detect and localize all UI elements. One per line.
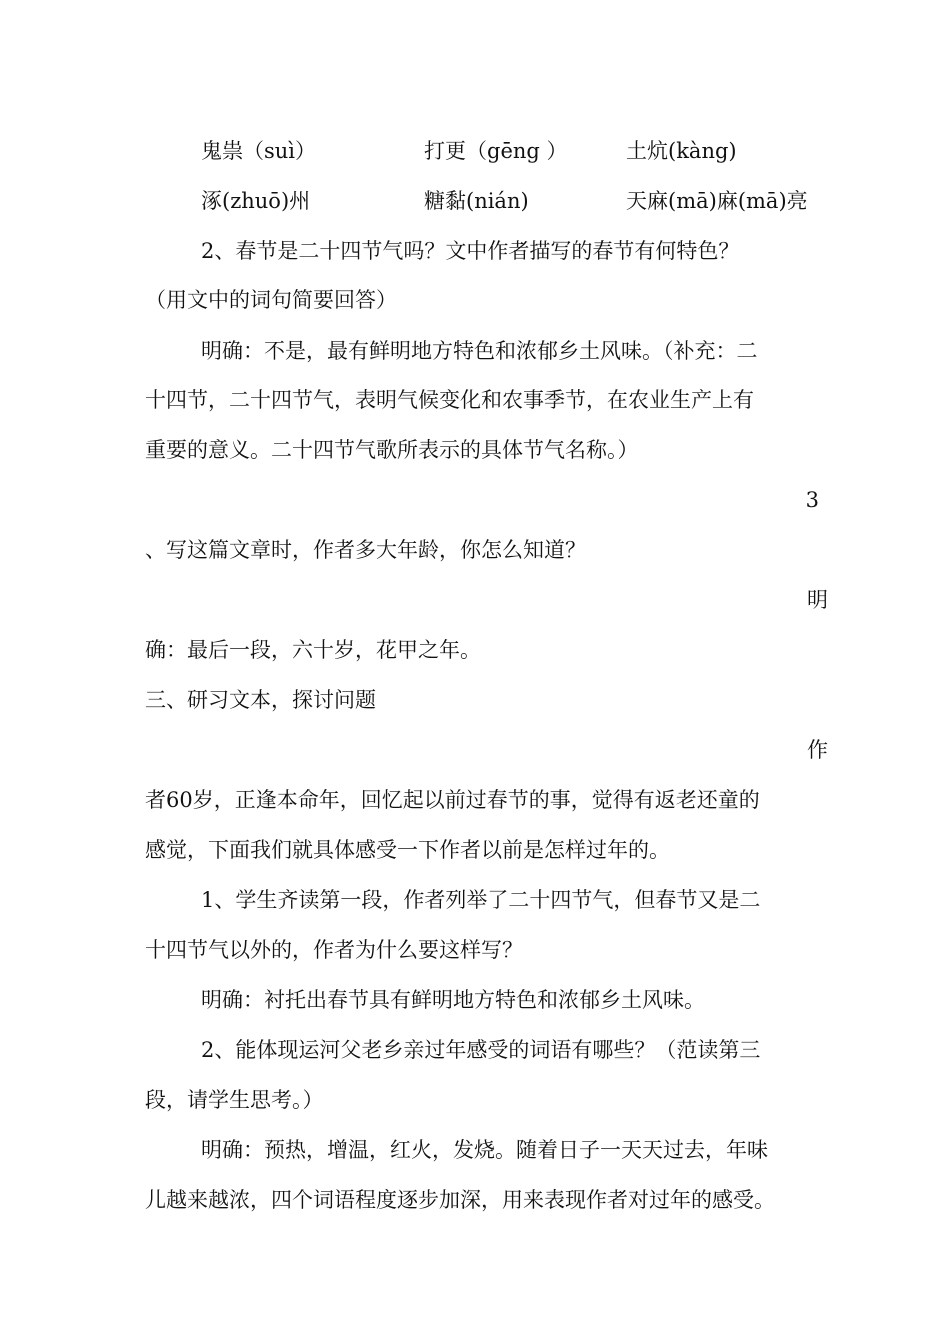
pron-item: 涿(zhuō)州 xyxy=(201,189,311,213)
question-2-cont: （用文中的词句简要回答） xyxy=(145,288,397,312)
section-heading: 三、研习文本，探讨问题 xyxy=(145,688,376,712)
item-1: 1、学生齐读第一段，作者列举了二十四节气，但春节又是二 xyxy=(201,888,761,912)
intro-paragraph: 者60岁，正逢本命年，回忆起以前过春节的事，觉得有返老还童的 xyxy=(145,788,760,812)
answer-fragment: 明 xyxy=(807,588,828,612)
item-1-answer: 明确：衬托出春节具有鲜明地方特色和浓郁乡土风味。 xyxy=(201,988,705,1012)
answer-paragraph: 明确：不是，最有鲜明地方特色和浓郁乡土风味。（补充：二 xyxy=(201,339,758,363)
question-2: 2、春节是二十四节气吗？文中作者描写的春节有何特色？ xyxy=(201,239,740,263)
item-1-cont: 十四节气以外的，作者为什么要这样写？ xyxy=(145,938,523,962)
pron-item: 打更（gēng ） xyxy=(424,139,568,163)
intro-paragraph-cont: 感觉，下面我们就具体感受一下作者以前是怎样过年的。 xyxy=(145,838,670,862)
pron-item: 天麻(mā)麻(mā)亮 xyxy=(626,189,808,213)
item-2-answer-cont: 儿越来越浓，四个词语程度逐步加深，用来表现作者对过年的感受。 xyxy=(145,1188,775,1212)
question-3-number: 3 xyxy=(805,488,819,512)
item-2: 2、能体现运河父老乡亲过年感受的词语有哪些？（范读第三 xyxy=(201,1038,761,1062)
question-3: 、写这篇文章时，作者多大年龄，你怎么知道？ xyxy=(145,538,586,562)
item-2-cont: 段，请学生思考。） xyxy=(145,1088,324,1112)
answer-3: 确：最后一段，六十岁，花甲之年。 xyxy=(145,638,481,662)
answer-paragraph-cont: 十四节，二十四节气，表明气候变化和农事季节，在农业生产上有 xyxy=(145,388,754,412)
item-2-answer: 明确：预热，增温，红火，发烧。随着日子一天天过去，年味 xyxy=(201,1138,768,1162)
pron-item: 鬼祟（suì） xyxy=(201,139,317,163)
pron-item: 糖黏(nián) xyxy=(424,189,529,213)
paragraph-fragment: 作 xyxy=(807,738,828,762)
pron-item: 土炕(kàng) xyxy=(626,139,737,163)
answer-paragraph-cont: 重要的意义。二十四节气歌所表示的具体节气名称。） xyxy=(145,438,639,462)
